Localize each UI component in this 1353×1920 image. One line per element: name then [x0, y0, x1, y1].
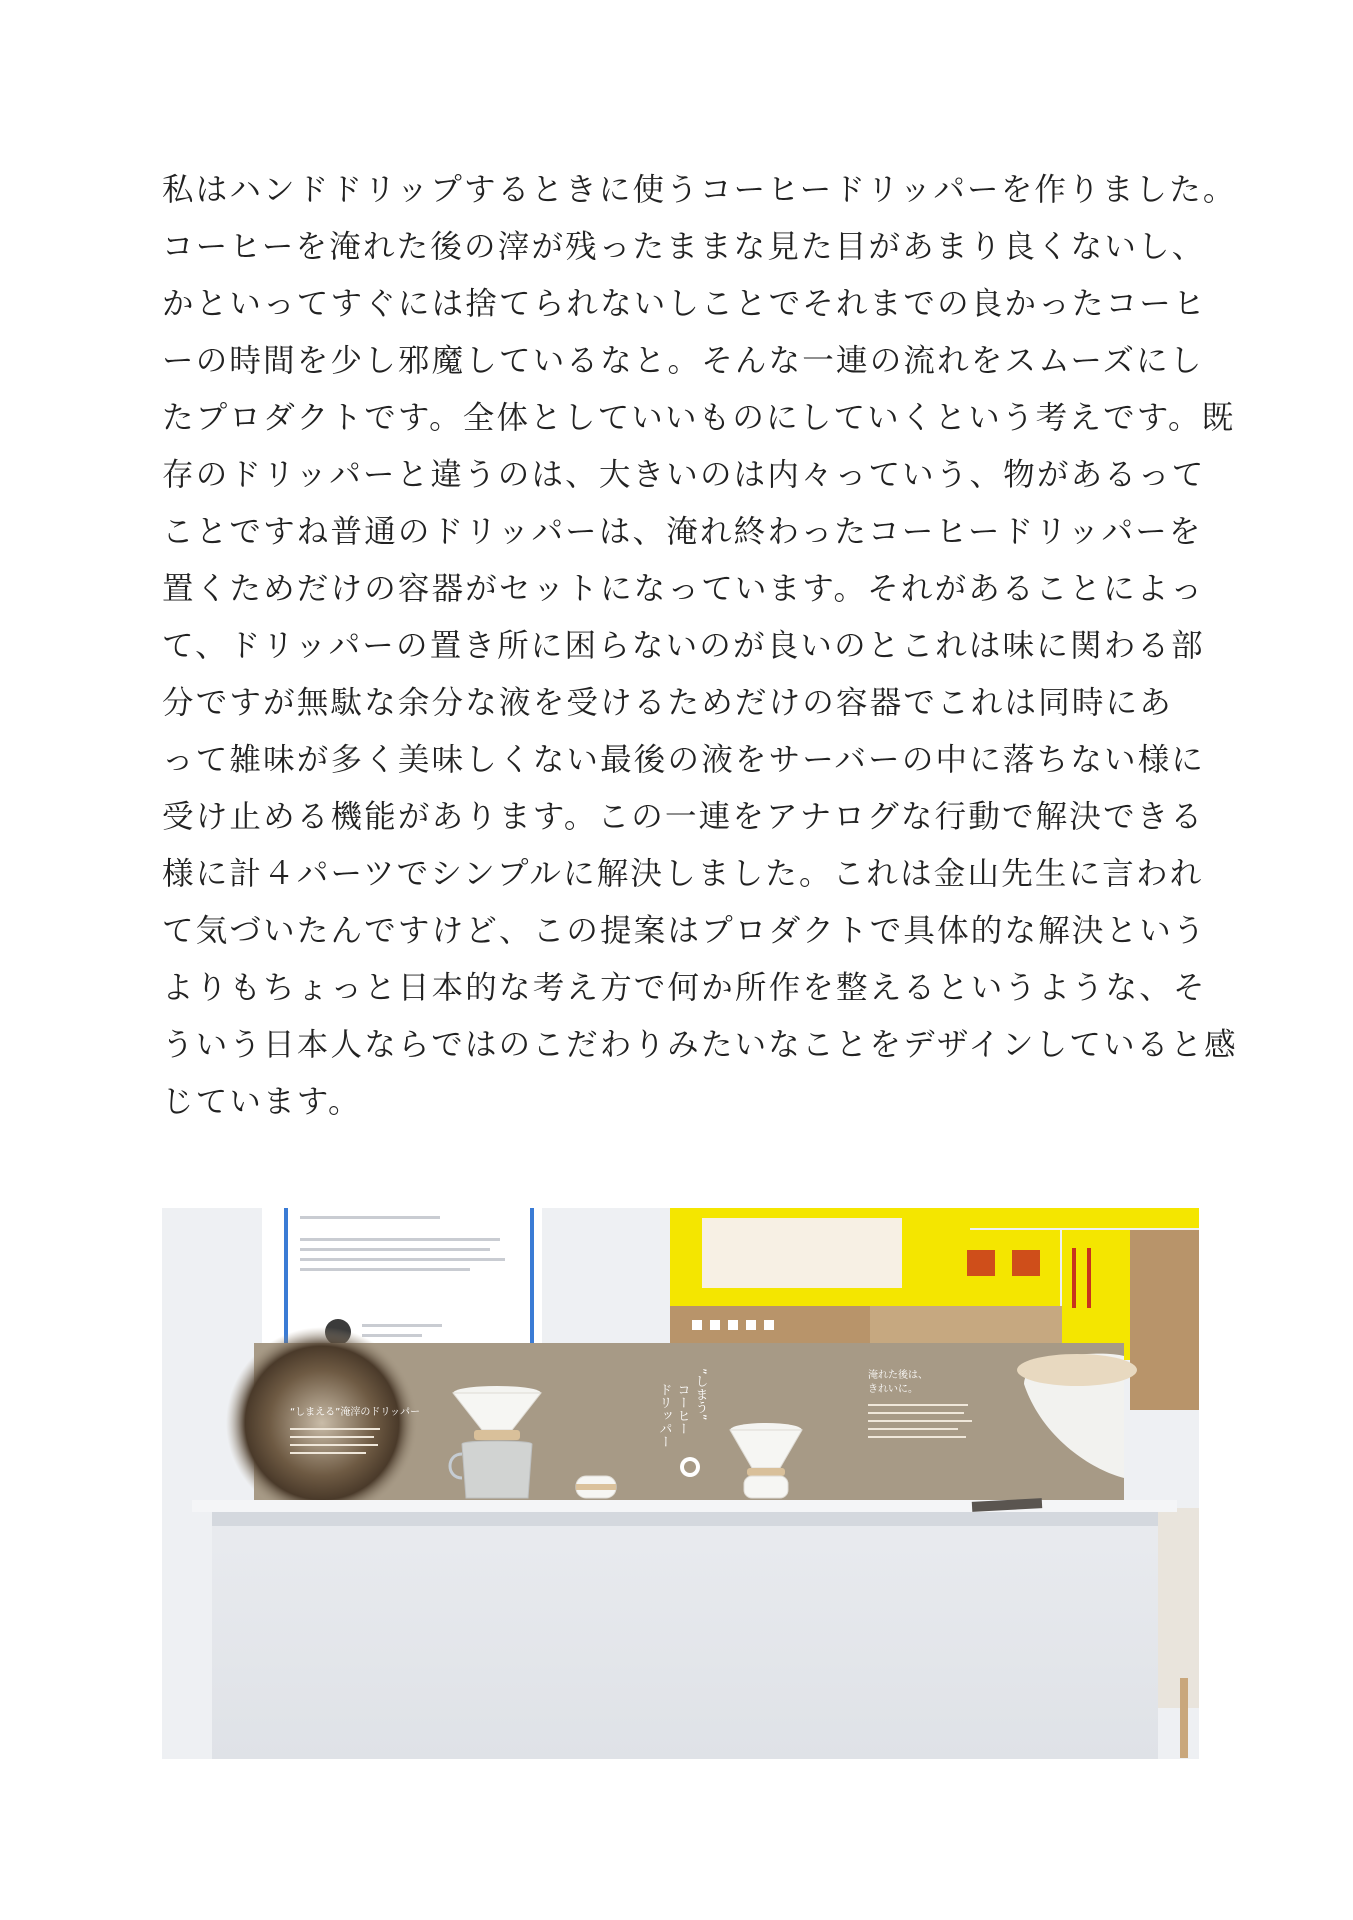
article-line: て、ドリッパーの置き所に困らないのが良いのとこれは味に関わる部 [162, 628, 1205, 664]
article-body [162, 162, 1238, 1131]
article-line: 置くためだけの容器がセットになっています。それがあることによっ [162, 571, 1205, 607]
small-holder [576, 1476, 616, 1498]
article-line: よりもちょっと日本的な考え方で何か所作を整えるというような、そ [162, 970, 1207, 1006]
banner-title-1: ”しまう” [692, 1368, 708, 1421]
banner-right-heading-2: きれいに。 [868, 1384, 918, 1395]
exhibition-photo [162, 1208, 1199, 1759]
table-front [212, 1512, 1158, 1759]
coffee-grounds-image [226, 1327, 418, 1519]
article-line: ういう日本人ならではのこだわりみたいなことをデザインしていると感 [162, 1027, 1238, 1063]
article-line: かといってすぐには捨てられないしことでそれまでの良かったコーヒ [162, 286, 1207, 322]
banner-left-heading: “しまえる”淹滓のドリッパー [290, 1407, 420, 1418]
article-line: って雑味が多く美味しくない最後の液をサーバーの中に落ちない様に [162, 742, 1206, 778]
article-line: 分ですが無駄な余分な液を受けるためだけの容器でこれは同時にあ [162, 685, 1174, 721]
article-line: ことですね普通のドリッパーは、淹れ終わったコーヒードリッパーを [162, 514, 1203, 550]
article-line: ーの時間を少し邪魔しているなと。そんな一連の流れをスムーズにし [162, 343, 1204, 379]
article-line: 様に計４パーツでシンプルに解決しました。これは金山先生に言われ [162, 856, 1204, 892]
article-line: たプロダクトです。全体としていいものにしていくという考えです。既 [162, 400, 1236, 436]
article-line: じています。 [162, 1084, 362, 1120]
banner-right-heading-1: 淹れた後は、 [868, 1370, 928, 1381]
product-banner [226, 1327, 1137, 1519]
article-line: コーヒーを淹れた後の滓が残ったままな見た目があまり良くないし、 [162, 229, 1206, 265]
article-line: て気づいたんですけど、この提案はプロダクトで具体的な解決という [162, 913, 1207, 949]
article-line: 私はハンドドリップするときに使うコーヒードリッパーを作りました。 [162, 172, 1237, 208]
article-line: 受け止める機能があります。この一連をアナログな行動で解決できる [162, 799, 1205, 835]
banner-title-2: コーヒー [674, 1383, 690, 1435]
banner-title-3: ドリッパー [656, 1383, 672, 1448]
article-line: 存のドリッパーと違うのは、大きいのは内々っていう、物があるって [162, 457, 1206, 493]
